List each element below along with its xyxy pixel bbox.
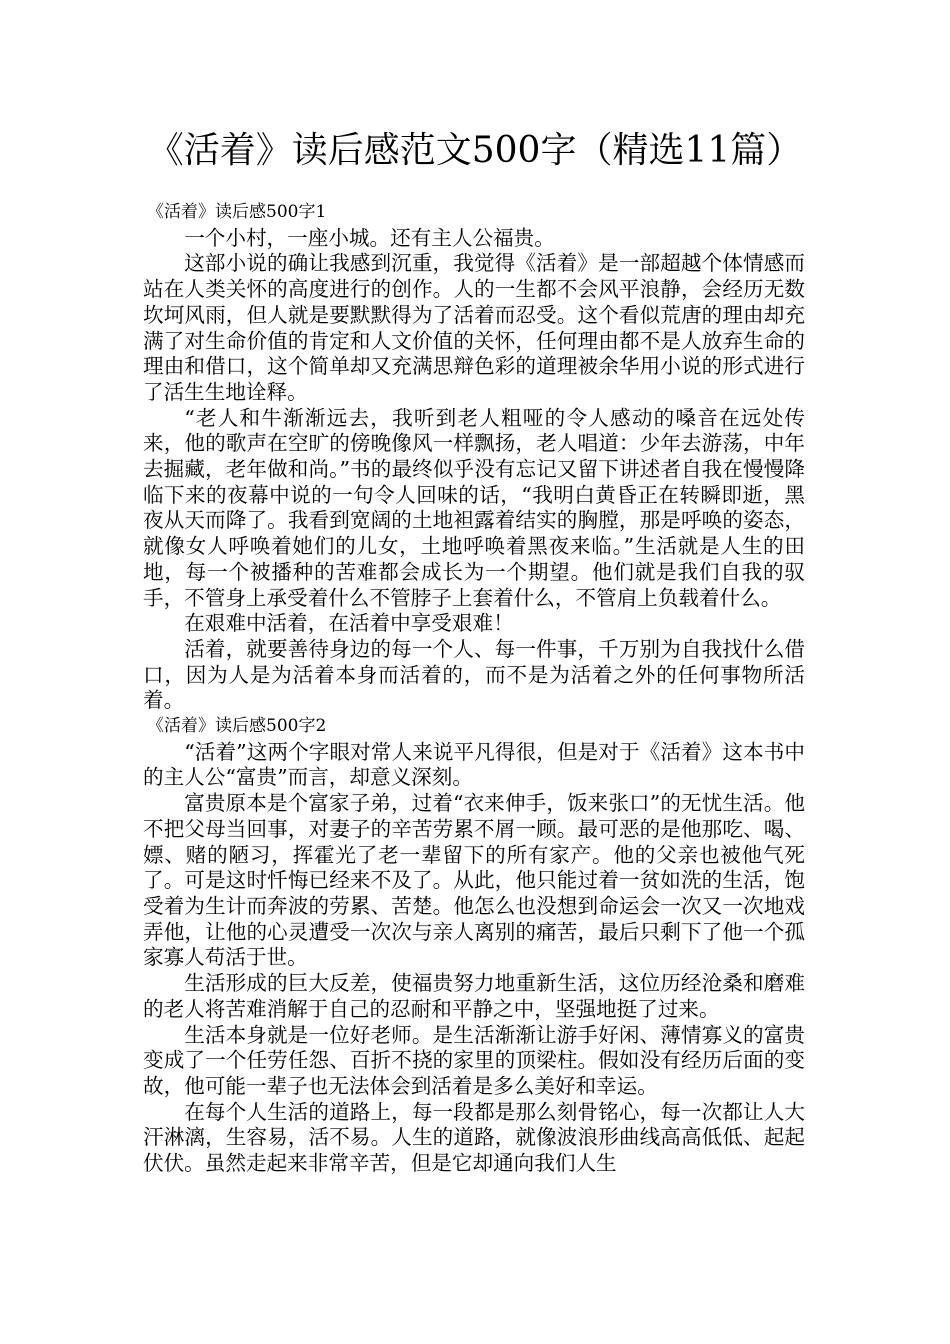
paragraph: “活着”这两个字眼对常人来说平凡得很，但是对于《活着》这本书中的主人公“富贵”而言，却意义深刻。 — [143, 739, 805, 790]
section-heading: 《活着》读后感500字1 — [147, 202, 327, 222]
document-body — [143, 200, 805, 1177]
paragraph: 富贵原本是个富家子弟，过着“衣来伸手，饭来张口”的无忧生活。他不把父母当回事，对妻子的辛苦劳累不屑一顾。最可恶的是他那吃、喝、嫖、赌的陋习，挥霍光了老一辈留下的所有家产。他的父亲也被他气死了。可是这时忏悔已经来不及了。从此，他只能过着一贫如洗的生活，饱受着为生计而奔波的劳累、苦楚。他怎么也没想到命运会一次又一次地戏弄他，让他的心灵遭受一次次与亲人离别的痛苦，最后只剩下了他一个孤家寡人苟活于世。 — [143, 791, 805, 970]
paragraph: 活着，就要善待身边的每一个人、每一件事，千万别为自我找什么借口，因为人是为活着本身而活着的，而不是为活着之外的任何事物所活着。 — [143, 636, 805, 713]
paragraph: 生活本身就是一位好老师。是生活渐渐让游手好闲、薄情寡义的富贵变成了一个任劳任怨、百折不挠的家里的顶梁柱。假如没有经历后面的变故，他可能一辈子也无法体会到活着是多么美好和幸运。 — [143, 1022, 805, 1098]
paragraph: 一个小村，一座小城。还有主人公福贵。 — [184, 225, 555, 250]
paragraph: 这部小说的确让我感到沉重，我觉得《活着》是一部超越个体情感而站在人类关怀的高度进行的创作。人的一生都不会风平浪静，会经历无数坎坷风雨，但人就是要默默得为了活着而忍受。这个看似荒唐的理由却充满了对生命价值的肯定和人文价值的关怀，任何理由都不是人放弃生命的理由和借口，这个简单却又充满思辩色彩的道理被余华用小说的形式进行了活生生地诠释。 — [143, 251, 805, 404]
paragraph: “老人和牛渐渐远去，我听到老人粗哑的令人感动的嗓音在远处传来，他的歌声在空旷的傍晚像风一样飘扬，老人唱道：少年去游荡，中年去掘藏，老年做和尚。”书的最终似乎没有忘记又留下讲述者自我在慢慢降临下来的夜幕中说的一句令人回味的话，“我明白黄昏正在转瞬即逝，黑夜从天而降了。我看到宽阔的土地袒露着结实的胸膛，那是呼唤的姿态，就像女人呼唤着她们的儿女，土地呼唤着黑夜来临。”生活就是人生的田地，每一个被播种的苦难都会成长为一个期望。他们就是我们自我的驭手，不管身上承受着什么不管脖子上套着什么，不管肩上负载着什么。 — [143, 405, 805, 610]
paragraph: 生活形成的巨大反差，使福贵努力地重新生活，这位历经沧桑和磨难的老人将苦难消解于自己的忍耐和平静之中，坚强地挺了过来。 — [143, 971, 805, 1021]
document-title: 《活着》读后感范文500字（精选11篇） — [147, 130, 803, 171]
paragraph: 在每个人生活的道路上，每一段都是那么刻骨铭心，每一次都让人大汗淋漓，生容易，活不易。人生的道路，就像波浪形曲线高高低低、起起伏伏。虽然走起来非常辛苦，但是它却通向我们人生 — [143, 1099, 805, 1176]
section-heading: 《活着》读后感500字2 — [147, 716, 327, 737]
paragraph: 在艰难中活着，在活着中享受艰难！ — [184, 611, 514, 636]
